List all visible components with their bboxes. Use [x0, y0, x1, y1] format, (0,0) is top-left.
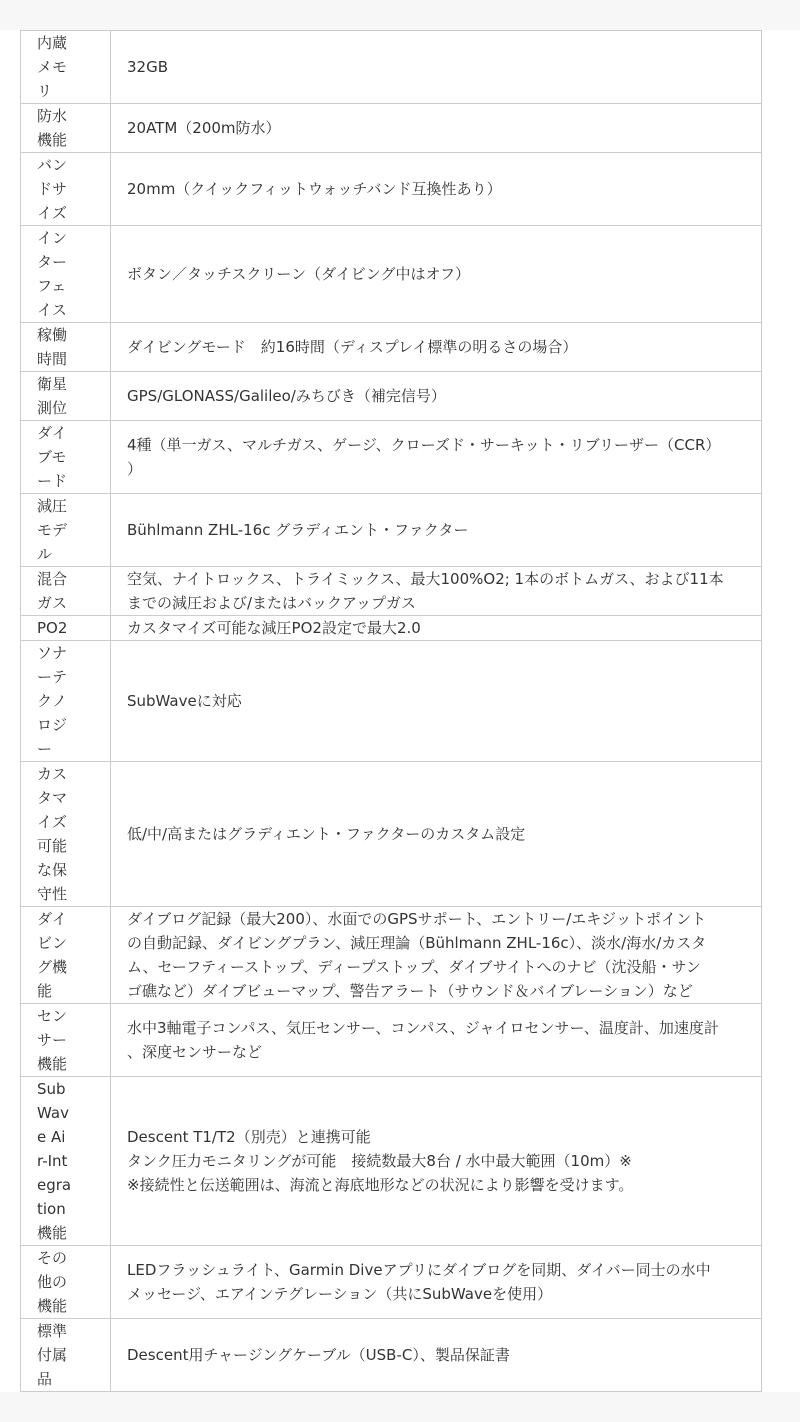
spec-label-text: セン サー 機能 [37, 1007, 68, 1073]
spec-row [21, 1319, 762, 1392]
spec-label-text: イン ター フェ イス [37, 229, 68, 319]
spec-label-text: その 他の 機能 [37, 1249, 68, 1315]
spec-label-text: カス タマ イズ 可能 な保 守性 [37, 765, 68, 903]
spec-value: 水中3軸電子コンパス、気圧センサー、コンパス、ジャイロセンサー、温度計、加速度計 、深度センサーなど [111, 1004, 762, 1077]
spec-label-text: ダイ ブモ ード [37, 424, 68, 490]
spec-label-text: バン ドサ イズ [37, 156, 68, 222]
spec-value: カスタマイズ可能な減圧PO2設定で最大2.0 [111, 616, 762, 641]
spec-label [21, 153, 111, 226]
spec-label [21, 226, 111, 323]
spec-label [21, 1077, 111, 1246]
spec-row [21, 567, 762, 616]
spec-label-text: 混合 ガス [37, 570, 68, 612]
spec-label [21, 1004, 111, 1077]
spec-row [21, 1004, 762, 1077]
spec-label-text: ソナ ーテ クノ ロジ ー [37, 644, 68, 758]
spec-label [21, 31, 111, 104]
spec-label-text: 減圧 モデ ル [37, 497, 68, 563]
spec-value: 32GB [111, 31, 762, 104]
spec-label-text: 衛星 測位 [37, 375, 68, 417]
spec-label [21, 567, 111, 616]
spec-value: ダイブログ記録（最大200）、水面でのGPSサポート、エントリー/エキジットポイント の自動記録、ダイビングプラン、減圧理論（Bühlmann ZHL-16c）、淡水/海水/カスタ ム、セーフティーストップ、ディープストップ、ダイブサイトへのナビ（沈没船・サン ゴ礁など）ダイブビューマップ、警告アラート（サウンド＆バイブレーション）など [111, 907, 762, 1004]
spec-label-text: 標準 付属 品 [37, 1322, 68, 1388]
spec-row [21, 907, 762, 1004]
spec-value: GPS/GLONASS/Galileo/みちびき（補完信号） [111, 372, 762, 421]
spec-table-body [21, 31, 762, 1392]
spec-label-text: Sub Wav e Ai r-Int egra tion 機能 [37, 1080, 72, 1242]
spec-row [21, 226, 762, 323]
spec-value: LEDフラッシュライト、Garmin Diveアプリにダイブログを同期、ダイバー同士の水中 メッセージ、エアインテグレーション（共にSubWaveを使用） [111, 1246, 762, 1319]
spec-label [21, 1246, 111, 1319]
spec-value: Bühlmann ZHL-16c グラディエント・ファクター [111, 494, 762, 567]
spec-row [21, 616, 762, 641]
spec-value: 20ATM（200m防水） [111, 104, 762, 153]
spec-value: ボタン／タッチスクリーン（ダイビング中はオフ） [111, 226, 762, 323]
spec-label-text: 稼働 時間 [37, 326, 68, 368]
spec-label-text: 内蔵 メモ リ [37, 34, 68, 100]
spec-row [21, 372, 762, 421]
spec-row [21, 641, 762, 762]
spec-row [21, 104, 762, 153]
spec-value: Descent用チャージングケーブル（USB-C）、製品保証書 [111, 1319, 762, 1392]
spec-row [21, 421, 762, 494]
spec-value: 4種（単一ガス、マルチガス、ゲージ、クローズド・サーキット・リブリーザー（CCR） ） [111, 421, 762, 494]
spec-label-text: 防水 機能 [37, 107, 68, 149]
spec-label [21, 104, 111, 153]
spec-label [21, 616, 111, 641]
spec-value: Descent T1/T2（別売）と連携可能 タンク圧力モニタリングが可能 接続数最大8台 / 水中最大範囲（10m）※ ※接続性と伝送範囲は、海流と海底地形などの状況により影響を受けます。 [111, 1077, 762, 1246]
spec-label [21, 907, 111, 1004]
spec-value: 20mm（クイックフィットウォッチバンド互換性あり） [111, 153, 762, 226]
spec-label [21, 762, 111, 907]
spec-row [21, 494, 762, 567]
spec-label [21, 641, 111, 762]
spec-label [21, 323, 111, 372]
spec-row [21, 1246, 762, 1319]
spec-row [21, 762, 762, 907]
spec-value: 空気、ナイトロックス、トライミックス、最大100%O2; 1本のボトムガス、および11本 までの減圧および/またはバックアップガス [111, 567, 762, 616]
spec-row [21, 31, 762, 104]
spec-label [21, 421, 111, 494]
spec-label-text: ダイ ビン グ機 能 [37, 910, 68, 1000]
spec-row [21, 1077, 762, 1246]
spec-label [21, 1319, 111, 1392]
spec-row [21, 153, 762, 226]
spec-row [21, 323, 762, 372]
spec-value: ダイビングモード 約16時間（ディスプレイ標準の明るさの場合） [111, 323, 762, 372]
spec-value: SubWaveに対応 [111, 641, 762, 762]
spec-label [21, 372, 111, 421]
spec-value: 低/中/高またはグラディエント・ファクターのカスタム設定 [111, 762, 762, 907]
spec-label-text: PO2 [37, 619, 68, 637]
spec-label [21, 494, 111, 567]
spec-table [20, 30, 762, 1392]
